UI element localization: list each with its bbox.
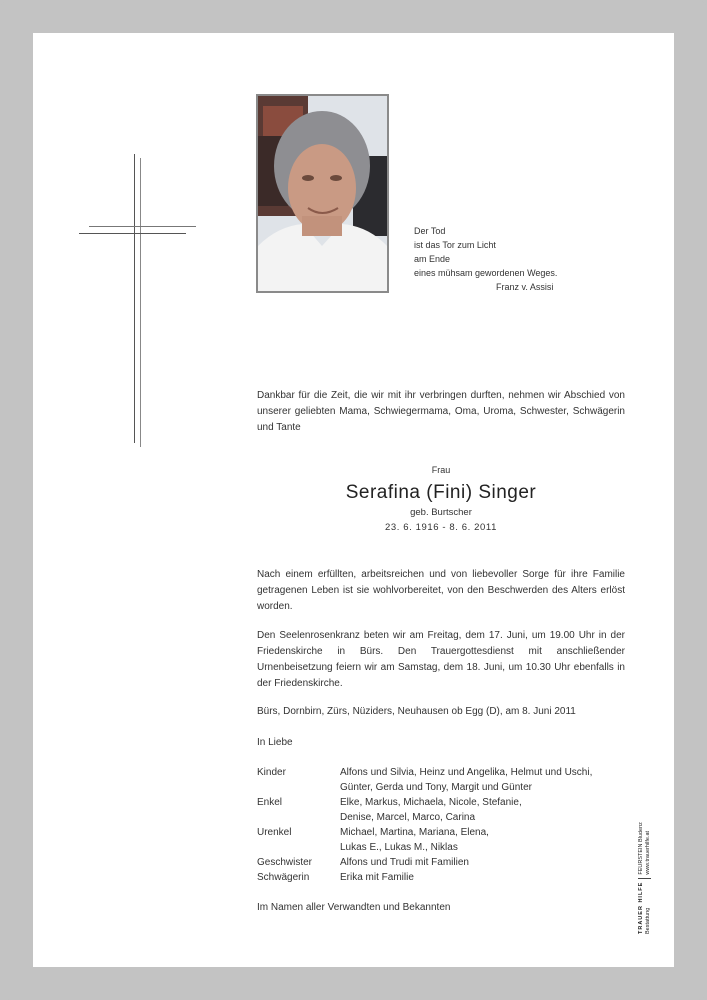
quote-author: Franz v. Assisi [496, 282, 554, 292]
family-list [257, 765, 637, 885]
family-names: Denise, Marcel, Marco, Carina [340, 812, 476, 823]
quote-line: eines mühsam gewordenen Weges. [414, 268, 558, 278]
place-date-line: Bürs, Dornbirn, Zürs, Nüziders, Neuhausen ob Egg (D), am 8. Juni 2011 [257, 706, 576, 717]
quote-line: am Ende [414, 254, 451, 264]
deceased-name: Serafina (Fini) Singer [345, 482, 537, 503]
family-names: Alfons und Silvia, Heinz und Angelika, Helmut und Uschi, [340, 767, 593, 778]
cross-vertical-line [134, 154, 135, 443]
salutation: Frau [431, 465, 451, 475]
family-row [257, 795, 637, 825]
quote-line: Der Tod [414, 226, 446, 236]
life-dates: 23. 6. 1916 - 8. 6. 2011 [385, 522, 497, 533]
portrait-photo [256, 94, 389, 293]
family-row [257, 870, 637, 885]
family-row [257, 825, 637, 855]
brand-company: FEURSTEIN Bludenz [638, 822, 644, 875]
birth-name: geb. Burtscher [410, 507, 472, 518]
family-row [257, 855, 637, 870]
family-names: Elke, Markus, Michaela, Nicole, Stefanie, [340, 797, 522, 808]
family-names: Michael, Martina, Mariana, Elena, [340, 827, 489, 838]
life-paragraph: Nach einem erfüllten, arbeitsreichen und von liebevoller Sorge für ihre Familie getragenen Leben ist sie wohlvorbereitet, von den Beschwerden des Alters erlöst worden. [257, 569, 625, 612]
cross-vertical-line-2 [140, 158, 141, 447]
service-paragraph: Den Seelenrosenkranz beten wir am Freitag, dem 17. Juni, um 19.00 Uhr in der Friedenskirche in Bürs. Den Trauergottesdienst mit anschließender Urnenbeisetzung feiern wir am Samstag, dem 18. Juni, um 10.30 Uhr ebenfalls in der Friedenskirche. [257, 630, 625, 689]
quote-block [414, 224, 594, 294]
brand-title: TRAUER HILFE [638, 881, 644, 934]
cross-horizontal-line-2 [79, 233, 186, 234]
family-relation: Geschwister [257, 857, 313, 868]
brand-divider [638, 878, 651, 879]
obituary-sheet [33, 33, 674, 967]
family-names: Erika mit Familie [340, 872, 414, 883]
in-love-line: In Liebe [257, 737, 293, 748]
cross-horizontal-line [89, 226, 196, 227]
brand-subtitle: Bestattung [644, 907, 651, 934]
family-names: Alfons und Trudi mit Familien [340, 857, 469, 868]
family-row [257, 765, 637, 795]
funeral-home-logo [638, 822, 651, 934]
family-relation: Urenkel [257, 827, 292, 838]
closing-line: Im Namen aller Verwandten und Bekannten [257, 902, 451, 913]
quote-line: ist das Tor zum Licht [414, 240, 496, 250]
family-names: Lukas E., Lukas M., Niklas [340, 842, 458, 853]
family-relation: Enkel [257, 797, 283, 808]
family-relation: Schwägerin [257, 872, 310, 883]
intro-text: Dankbar für die Zeit, die wir mit ihr verbringen durften, nehmen wir Abschied von unserer geliebten Mama, Schwiegermama, Oma, Uroma, Schwester, Schwägerin und Tante [257, 390, 625, 433]
brand-website: www.trauerhilfe.at [644, 830, 651, 875]
family-names: Günter, Gerda und Tony, Margit und Günter [340, 782, 532, 793]
family-relation: Kinder [257, 767, 286, 778]
